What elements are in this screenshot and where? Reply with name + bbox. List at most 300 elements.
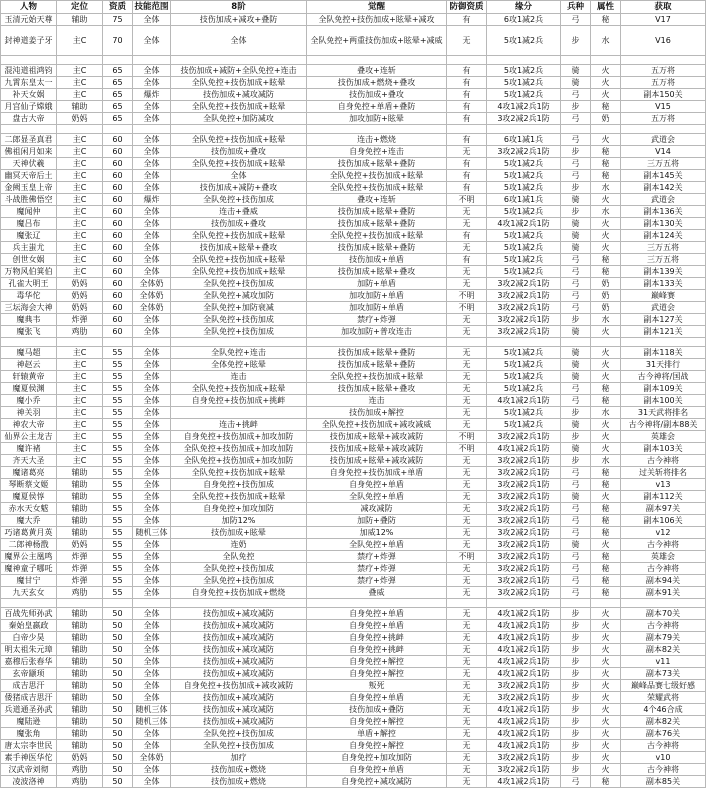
cell-skill-range: 全体 xyxy=(133,359,171,371)
spacer-row xyxy=(1,338,706,347)
cell-attribute: 火 xyxy=(591,491,621,503)
cell-stage8: 全队免控+加防减攻 xyxy=(171,113,307,125)
spacer-cell xyxy=(591,338,621,347)
cell-skill-range: 全体 xyxy=(133,347,171,359)
cell-stage8: 技伤加成+减攻减防 xyxy=(171,716,307,728)
cell-source: 副本82关 xyxy=(621,644,706,656)
cell-source: 三万五将 xyxy=(621,158,706,170)
cell-attribute: 火 xyxy=(591,194,621,206)
cell-source: 古今神将 xyxy=(621,620,706,632)
cell-name: 佛祖闲月如来 xyxy=(1,146,57,158)
spacer-cell xyxy=(133,599,171,608)
cell-troop: 弓 xyxy=(561,158,591,170)
cell-name: 魔小乔 xyxy=(1,395,57,407)
cell-role: 主C xyxy=(57,383,103,395)
cell-name: 天神伏羲 xyxy=(1,158,57,170)
cell-fate: 5攻1减2兵 xyxy=(487,266,561,278)
cell-attribute: 火 xyxy=(591,728,621,740)
cell-aptitude: 50 xyxy=(103,716,133,728)
cell-name: 魔张辽 xyxy=(1,230,57,242)
header-row xyxy=(1,1,706,14)
cell-aptitude: 55 xyxy=(103,575,133,587)
cell-name: 赤水天女魃 xyxy=(1,503,57,515)
cell-role: 主C xyxy=(57,194,103,206)
cell-troop: 弓 xyxy=(561,776,591,788)
cell-attribute: 秘 xyxy=(591,254,621,266)
cell-name: 九霄东皇太一 xyxy=(1,77,57,89)
cell-fate: 3攻2减2兵1防 xyxy=(487,563,561,575)
cell-awakening: 技伤加成+眩晕+叠防 xyxy=(307,158,447,170)
cell-fate: 5攻1减2兵 xyxy=(487,419,561,431)
table-row xyxy=(1,692,706,704)
cell-stage8: 技伤加成+减攻减防 xyxy=(171,632,307,644)
cell-defense: 无 xyxy=(447,26,487,56)
cell-troop: 步 xyxy=(561,608,591,620)
cell-source: V16 xyxy=(621,26,706,56)
cell-awakening: 单盾+解控 xyxy=(307,728,447,740)
cell-defense: 无 xyxy=(447,383,487,395)
cell-skill-range: 全体奶 xyxy=(133,290,171,302)
table-row xyxy=(1,14,706,26)
cell-name: 神农大帝 xyxy=(1,419,57,431)
cell-awakening: 禁疗+炸弹 xyxy=(307,314,447,326)
cell-fate: 5攻1减2兵 xyxy=(487,77,561,89)
cell-troop: 骑 xyxy=(561,194,591,206)
spacer-cell xyxy=(171,599,307,608)
cell-skill-range: 全体 xyxy=(133,575,171,587)
cell-attribute: 火 xyxy=(591,89,621,101)
cell-stage8: 自身免控+技伤加成+加攻加防 xyxy=(171,431,307,443)
cell-fate: 4攻1减2兵1防 xyxy=(487,656,561,668)
cell-awakening: 技伤加成+眩晕+叠攻 xyxy=(307,266,447,278)
cell-defense: 无 xyxy=(447,752,487,764)
cell-name: 秦始皇嬴政 xyxy=(1,620,57,632)
cell-name: 魔大乔 xyxy=(1,515,57,527)
cell-aptitude: 50 xyxy=(103,644,133,656)
spacer-cell xyxy=(621,125,706,134)
cell-aptitude: 60 xyxy=(103,254,133,266)
cell-awakening: 技伤加成+眩晕+叠防 xyxy=(307,347,447,359)
cell-name: 魔许褚 xyxy=(1,443,57,455)
cell-skill-range: 全体 xyxy=(133,383,171,395)
cell-attribute: 火 xyxy=(591,134,621,146)
table-row xyxy=(1,716,706,728)
cell-defense: 不明 xyxy=(447,431,487,443)
cell-aptitude: 55 xyxy=(103,515,133,527)
table-row xyxy=(1,218,706,230)
table-row xyxy=(1,26,706,56)
cell-fate: 4攻1减2兵1防 xyxy=(487,776,561,788)
cell-attribute: 水 xyxy=(591,455,621,467)
cell-attribute: 奶 xyxy=(591,290,621,302)
cell-stage8: 自身免控+加攻加防 xyxy=(171,503,307,515)
cell-fate: 5攻1减2兵 xyxy=(487,407,561,419)
spacer-cell xyxy=(1,599,57,608)
cell-attribute: 火 xyxy=(591,443,621,455)
cell-source: 巅峰赛 xyxy=(621,290,706,302)
cell-defense: 无 xyxy=(447,407,487,419)
cell-name: 齐天大圣 xyxy=(1,455,57,467)
cell-attribute: 秘 xyxy=(591,503,621,515)
cell-awakening: 技伤加成+眩晕+减攻减防 xyxy=(307,443,447,455)
spacer-cell xyxy=(307,599,447,608)
cell-defense: 无 xyxy=(447,278,487,290)
cell-role: 主C xyxy=(57,266,103,278)
cell-stage8: 技伤加成+叠攻 xyxy=(171,218,307,230)
cell-aptitude: 55 xyxy=(103,395,133,407)
cell-attribute: 秘 xyxy=(591,527,621,539)
spacer-cell xyxy=(561,599,591,608)
cell-role: 主C xyxy=(57,230,103,242)
cell-aptitude: 60 xyxy=(103,302,133,314)
cell-stage8: 全队免控+技伤加成 xyxy=(171,278,307,290)
cell-stage8: 自身免控+技伤加成+燃烧 xyxy=(171,587,307,599)
cell-fate: 3攻2减2兵1防 xyxy=(487,146,561,158)
cell-defense: 无 xyxy=(447,266,487,278)
cell-defense: 有 xyxy=(447,170,487,182)
cell-role: 主C xyxy=(57,26,103,56)
cell-fate: 3攻2减2兵1防 xyxy=(487,551,561,563)
cell-attribute: 火 xyxy=(591,716,621,728)
spacer-cell xyxy=(103,599,133,608)
cell-attribute: 秘 xyxy=(591,170,621,182)
cell-skill-range: 全体 xyxy=(133,113,171,125)
cell-awakening: 技伤加成+叠攻 xyxy=(307,89,447,101)
cell-source: 三万五将 xyxy=(621,242,706,254)
cell-troop: 骑 xyxy=(561,77,591,89)
cell-name: 万物风伯箕伯 xyxy=(1,266,57,278)
cell-attribute: 火 xyxy=(591,668,621,680)
cell-defense: 有 xyxy=(447,113,487,125)
table-row xyxy=(1,728,706,740)
cell-aptitude: 60 xyxy=(103,158,133,170)
table-row xyxy=(1,551,706,563)
cell-name: 魔夏侯渊 xyxy=(1,383,57,395)
cell-attribute: 火 xyxy=(591,632,621,644)
cell-source: 副本73关 xyxy=(621,668,706,680)
cell-fate: 3攻2减2兵1防 xyxy=(487,692,561,704)
cell-stage8: 全队免控+技伤加成+加攻加防 xyxy=(171,443,307,455)
cell-attribute: 秘 xyxy=(591,395,621,407)
cell-awakening: 叠攻+连斩 xyxy=(307,65,447,77)
cell-aptitude: 60 xyxy=(103,182,133,194)
cell-fate: 3攻2减2兵1防 xyxy=(487,479,561,491)
cell-attribute: 火 xyxy=(591,326,621,338)
cell-source: 武道会 xyxy=(621,134,706,146)
cell-troop: 步 xyxy=(561,146,591,158)
cell-aptitude: 55 xyxy=(103,407,133,419)
cell-aptitude: 60 xyxy=(103,314,133,326)
cell-source: 古今神将/副本88关 xyxy=(621,419,706,431)
cell-stage8: 全队免控+技伤加成 xyxy=(171,575,307,587)
spacer-cell xyxy=(1,56,57,65)
cell-stage8: 全队免控 xyxy=(171,551,307,563)
cell-defense: 不明 xyxy=(447,194,487,206)
cell-attribute: 奶 xyxy=(591,113,621,125)
cell-source: 副本79关 xyxy=(621,632,706,644)
cell-fate: 4攻1减2兵1防 xyxy=(487,716,561,728)
cell-role: 辅助 xyxy=(57,692,103,704)
cell-troop: 步 xyxy=(561,206,591,218)
cell-name: 成吉思汗 xyxy=(1,680,57,692)
spacer-cell xyxy=(561,56,591,65)
spacer-cell xyxy=(171,56,307,65)
cell-attribute: 火 xyxy=(591,431,621,443)
spacer-cell xyxy=(133,56,171,65)
cell-aptitude: 60 xyxy=(103,134,133,146)
cell-name: 魔马超 xyxy=(1,347,57,359)
spacer-cell xyxy=(57,338,103,347)
table-row xyxy=(1,704,706,716)
cell-awakening: 自身免控+单盾 xyxy=(307,692,447,704)
cell-aptitude: 70 xyxy=(103,26,133,56)
cell-defense: 不明 xyxy=(447,290,487,302)
cell-stage8: 技伤加成+眩晕 xyxy=(171,527,307,539)
cell-fate: 6攻1减1兵 xyxy=(487,134,561,146)
cell-defense: 有 xyxy=(447,134,487,146)
cell-fate: 3攻2减2兵1防 xyxy=(487,467,561,479)
cell-aptitude: 55 xyxy=(103,467,133,479)
cell-awakening: 自身免控+挑衅 xyxy=(307,644,447,656)
cell-aptitude: 60 xyxy=(103,230,133,242)
cell-skill-range: 随机三体 xyxy=(133,716,171,728)
spacer-cell xyxy=(103,338,133,347)
cell-attribute: 火 xyxy=(591,242,621,254)
cell-attribute: 水 xyxy=(591,314,621,326)
cell-role: 辅助 xyxy=(57,644,103,656)
spacer-cell xyxy=(621,599,706,608)
cell-attribute: 火 xyxy=(591,347,621,359)
cell-role: 炸弹 xyxy=(57,575,103,587)
cell-defense: 无 xyxy=(447,467,487,479)
cell-stage8: 全队免控+加防衰减 xyxy=(171,302,307,314)
table-row xyxy=(1,170,706,182)
cell-source: v10 xyxy=(621,752,706,764)
spacer-cell xyxy=(1,125,57,134)
cell-skill-range: 全体 xyxy=(133,266,171,278)
cell-skill-range: 全体 xyxy=(133,146,171,158)
cell-fate: 5攻1减2兵 xyxy=(487,170,561,182)
cell-source: 副本91关 xyxy=(621,587,706,599)
spacer-cell xyxy=(447,599,487,608)
cell-stage8: 全队免控+技伤加成+眩晕 xyxy=(171,134,307,146)
cell-attribute: 火 xyxy=(591,692,621,704)
cell-name: 魔夏侯惇 xyxy=(1,491,57,503)
cell-awakening: 自身免控+单盾 xyxy=(307,479,447,491)
cell-awakening: 减攻减防 xyxy=(307,503,447,515)
cell-fate: 3攻2减2兵1防 xyxy=(487,515,561,527)
cell-skill-range: 全体 xyxy=(133,254,171,266)
cell-name: 魔甘宁 xyxy=(1,575,57,587)
cell-fate: 4攻1减2兵1防 xyxy=(487,704,561,716)
cell-aptitude: 65 xyxy=(103,77,133,89)
cell-stage8: 全队免控+技伤加成+眩晕 xyxy=(171,266,307,278)
cell-aptitude: 55 xyxy=(103,539,133,551)
cell-defense: 无 xyxy=(447,242,487,254)
spacer-cell xyxy=(1,338,57,347)
cell-role: 辅助 xyxy=(57,467,103,479)
cell-aptitude: 60 xyxy=(103,146,133,158)
table-row xyxy=(1,776,706,788)
cell-fate: 3攻2减2兵1防 xyxy=(487,680,561,692)
cell-troop: 步 xyxy=(561,656,591,668)
cell-fate: 3攻2减2兵1防 xyxy=(487,503,561,515)
cell-fate: 5攻1减2兵 xyxy=(487,371,561,383)
spacer-cell xyxy=(447,56,487,65)
cell-fate: 5攻1减2兵 xyxy=(487,359,561,371)
cell-skill-range: 全体 xyxy=(133,491,171,503)
cell-source: 古今神将/国战 xyxy=(621,371,706,383)
table-row xyxy=(1,764,706,776)
table-row xyxy=(1,278,706,290)
spacer-cell xyxy=(447,338,487,347)
cell-role: 主C xyxy=(57,443,103,455)
cell-troop: 弓 xyxy=(561,14,591,26)
cell-attribute: 秘 xyxy=(591,587,621,599)
cell-role: 主C xyxy=(57,170,103,182)
cell-source: 巅峰品赛七级好感 xyxy=(621,680,706,692)
cell-fate: 6攻1减2兵 xyxy=(487,14,561,26)
cell-skill-range: 全体 xyxy=(133,431,171,443)
table-row xyxy=(1,383,706,395)
table-row xyxy=(1,527,706,539)
cell-awakening: 加攻加防+普攻连击 xyxy=(307,326,447,338)
cell-source: 副本76关 xyxy=(621,728,706,740)
cell-aptitude: 60 xyxy=(103,266,133,278)
cell-aptitude: 55 xyxy=(103,491,133,503)
cell-awakening: 连击 xyxy=(307,395,447,407)
cell-awakening: 加威12% xyxy=(307,527,447,539)
cell-awakening: 技伤加成+燃烧+叠攻 xyxy=(307,77,447,89)
cell-attribute: 秘 xyxy=(591,101,621,113)
cell-attribute: 水 xyxy=(591,182,621,194)
cell-name: 明太祖朱元璋 xyxy=(1,644,57,656)
cell-troop: 弓 xyxy=(561,290,591,302)
cell-name: 孔雀大明王 xyxy=(1,278,57,290)
cell-aptitude: 50 xyxy=(103,656,133,668)
cell-skill-range: 全体 xyxy=(133,503,171,515)
cell-aptitude: 55 xyxy=(103,503,133,515)
cell-awakening: 技伤加成+叠防 xyxy=(307,704,447,716)
cell-defense: 不明 xyxy=(447,443,487,455)
table-row xyxy=(1,326,706,338)
spacer-cell xyxy=(591,125,621,134)
cell-name: 白帝少昊 xyxy=(1,632,57,644)
cell-role: 奶妈 xyxy=(57,113,103,125)
cell-stage8 xyxy=(171,407,307,419)
table-row xyxy=(1,539,706,551)
cell-role: 辅助 xyxy=(57,656,103,668)
cell-fate: 4攻1减2兵1防 xyxy=(487,740,561,752)
cell-fate: 4攻1减2兵1防 xyxy=(487,620,561,632)
cell-fate: 3攻2减2兵1防 xyxy=(487,314,561,326)
cell-defense: 不明 xyxy=(447,551,487,563)
cell-attribute: 火 xyxy=(591,740,621,752)
cell-attribute: 秘 xyxy=(591,266,621,278)
cell-fate: 4攻1减2兵1防 xyxy=(487,632,561,644)
cell-skill-range: 全体 xyxy=(133,515,171,527)
table-row xyxy=(1,347,706,359)
cell-troop: 弓 xyxy=(561,395,591,407)
cell-awakening: 自身免控+单盾 xyxy=(307,764,447,776)
cell-role: 奶妈 xyxy=(57,539,103,551)
cell-source: v12 xyxy=(621,527,706,539)
cell-source: 副本85关 xyxy=(621,776,706,788)
cell-aptitude: 55 xyxy=(103,359,133,371)
cell-attribute: 火 xyxy=(591,218,621,230)
cell-skill-range: 全体 xyxy=(133,326,171,338)
cell-attribute: 秘 xyxy=(591,158,621,170)
cell-troop: 步 xyxy=(561,182,591,194)
cell-skill-range: 全体 xyxy=(133,644,171,656)
cell-source: 副本106关 xyxy=(621,515,706,527)
cell-role: 主C xyxy=(57,254,103,266)
col-header-fate: 缘分 xyxy=(487,1,561,14)
cell-name: 百战先师孙武 xyxy=(1,608,57,620)
cell-aptitude: 55 xyxy=(103,347,133,359)
cell-skill-range: 全体 xyxy=(133,632,171,644)
cell-awakening: 技伤加成+单盾 xyxy=(307,254,447,266)
cell-role: 主C xyxy=(57,134,103,146)
table-row xyxy=(1,740,706,752)
cell-fate: 3攻2减2兵1防 xyxy=(487,539,561,551)
cell-role: 辅助 xyxy=(57,728,103,740)
cell-troop: 骑 xyxy=(561,371,591,383)
cell-role: 辅助 xyxy=(57,491,103,503)
cell-source: 副本109关 xyxy=(621,383,706,395)
table-row xyxy=(1,752,706,764)
cell-awakening: 叠威 xyxy=(307,587,447,599)
cell-name: 魔闻仲 xyxy=(1,206,57,218)
table-row xyxy=(1,680,706,692)
cell-name: 神关羽 xyxy=(1,407,57,419)
cell-role: 辅助 xyxy=(57,503,103,515)
cell-skill-range: 全体 xyxy=(133,776,171,788)
cell-skill-range: 全体 xyxy=(133,230,171,242)
cell-troop: 骑 xyxy=(561,419,591,431)
cell-troop: 步 xyxy=(561,752,591,764)
cell-awakening: 全队免控+技伤加成+眩晕 xyxy=(307,371,447,383)
cell-troop: 骑 xyxy=(561,347,591,359)
cell-role: 主C xyxy=(57,218,103,230)
cell-source: 副本82关 xyxy=(621,716,706,728)
cell-defense: 无 xyxy=(447,692,487,704)
cell-fate: 4攻1减2兵1防 xyxy=(487,101,561,113)
cell-skill-range: 全体奶 xyxy=(133,278,171,290)
cell-defense: 无 xyxy=(447,716,487,728)
cell-troop: 步 xyxy=(561,407,591,419)
cell-role: 鸡肋 xyxy=(57,326,103,338)
cell-troop: 骑 xyxy=(561,359,591,371)
cell-defense: 无 xyxy=(447,668,487,680)
cell-defense: 有 xyxy=(447,182,487,194)
cell-name: 九天玄女 xyxy=(1,587,57,599)
spacer-cell xyxy=(103,125,133,134)
cell-awakening: 自身免控+连击 xyxy=(307,146,447,158)
cell-aptitude: 60 xyxy=(103,206,133,218)
cell-role: 主C xyxy=(57,89,103,101)
table-header xyxy=(1,1,706,14)
cell-stage8: 全队免控+技伤加成 xyxy=(171,194,307,206)
cell-troop: 弓 xyxy=(561,113,591,125)
cell-stage8: 技伤加成+减防+叠攻 xyxy=(171,182,307,194)
cell-name: 魔典韦 xyxy=(1,314,57,326)
cell-source: 古今神将 xyxy=(621,740,706,752)
cell-awakening: 全队免控+技伤加成+眩晕 xyxy=(307,170,447,182)
cell-troop: 步 xyxy=(561,644,591,656)
cell-aptitude: 60 xyxy=(103,218,133,230)
cell-name: 魔诸葛亮 xyxy=(1,467,57,479)
